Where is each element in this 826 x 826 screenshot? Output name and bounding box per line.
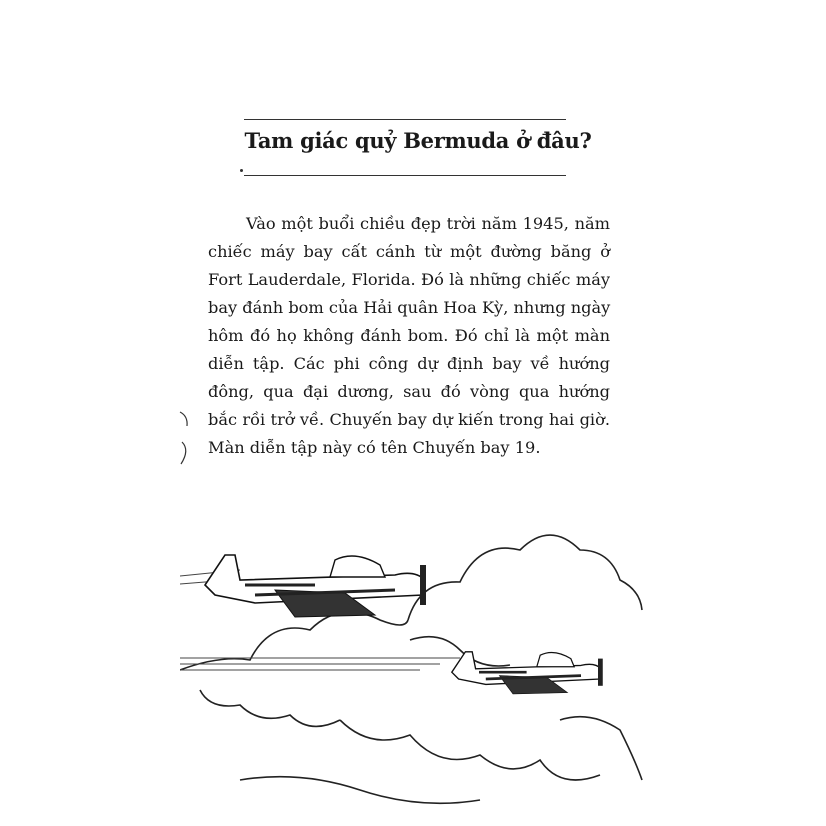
text-line: hôm đó họ không đánh bom. Đó chỉ là một màn	[208, 326, 610, 345]
page-title: Tam giác quỷ Bermuda ở đâu?	[244, 128, 592, 153]
title-rule-top	[244, 119, 566, 120]
text-line: Fort Lauderdale, Florida. Đó là những chiếc máy	[208, 270, 610, 289]
plane-icon	[205, 555, 426, 617]
margin-curl-icon	[178, 408, 192, 468]
text-line: Màn diễn tập này có tên Chuyến bay 19.	[208, 438, 541, 457]
title-rule-bottom	[244, 175, 566, 176]
text-line: đông, qua đại dương, sau đó vòng qua hướng	[208, 382, 610, 401]
plane-icon	[452, 652, 603, 694]
text-line: chiếc máy bay cất cánh từ một đường băng ở	[208, 242, 610, 261]
body-paragraph	[208, 210, 610, 462]
planes-clouds-illustration	[180, 520, 646, 820]
text-line: bay đánh bom của Hải quân Hoa Kỳ, nhưng ngày	[208, 298, 611, 317]
text-line: Vào một buổi chiều đẹp trời năm 1945, năm	[246, 214, 610, 233]
text-line: diễn tập. Các phi công dự định bay về hướng	[208, 354, 610, 373]
text-line: bắc rồi trở về. Chuyến bay dự kiến trong hai giờ.	[208, 410, 610, 429]
decorative-dot	[240, 169, 243, 172]
